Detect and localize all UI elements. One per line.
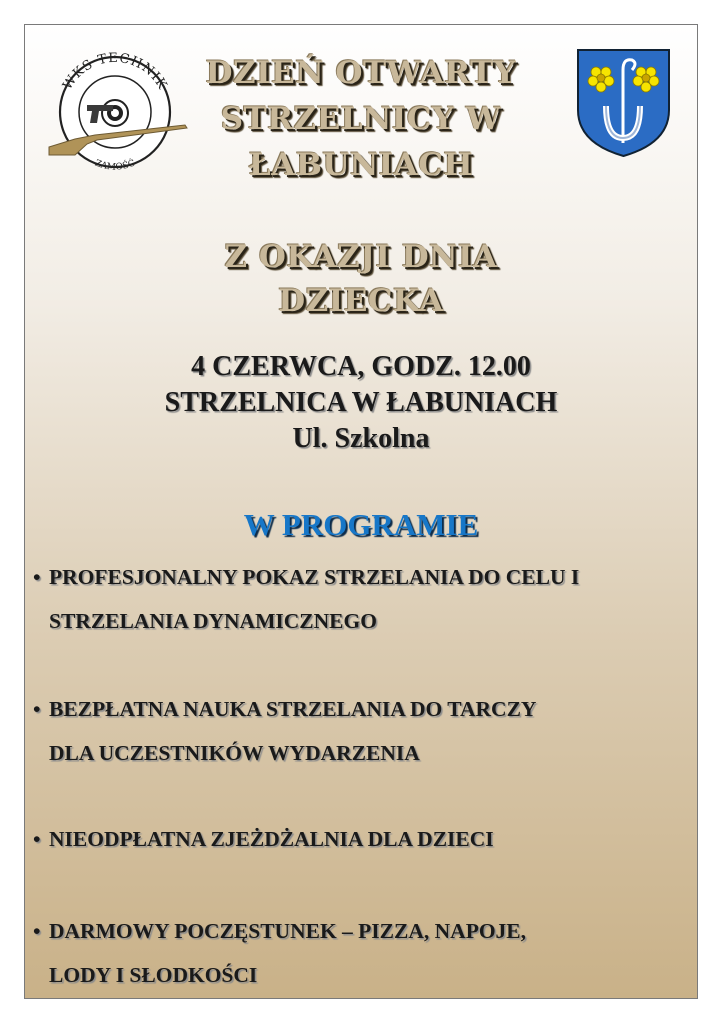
logo-top-text: WKS TECHNIK [60, 50, 170, 93]
bullet-icon: • [33, 919, 41, 943]
program-item-text: BEZPŁATNA NAUKA STRZELANIA DO TARCZY [49, 697, 537, 721]
event-date-time: 4 CZERWCA, GODZ. 12.00 [191, 351, 531, 382]
bullet-icon: • [33, 565, 41, 589]
title-line-2: STRZELNICY W [220, 101, 502, 137]
program-item-text-cont: STRZELANIA DYNAMICZNEGO [49, 609, 377, 633]
occasion-line-2: DZIECKA [278, 283, 444, 319]
program-item-3 [33, 817, 695, 861]
bullet-icon: • [33, 827, 41, 851]
event-street: Ul. Szkolna [292, 423, 430, 454]
program-item-text: PROFESJONALNY POKAZ STRZELANIA DO CELU I [49, 565, 580, 589]
program-item-4 [33, 909, 695, 997]
poster [24, 24, 698, 999]
program-item-1 [33, 555, 695, 643]
title-line-3: ŁABUNIACH [248, 147, 474, 183]
bullet-icon: • [33, 697, 41, 721]
program-heading: W PROGRAMIE [243, 507, 479, 542]
program-item-2 [33, 687, 695, 775]
program-item-text-cont: DLA UCZESTNIKÓW WYDARZENIA [49, 741, 420, 765]
event-venue: STRZELNICA W ŁABUNIACH [164, 387, 558, 418]
logo-bottom-text: ZAMOŚĆ [93, 158, 137, 173]
title-line-1: DZIEŃ OTWARTY [205, 55, 517, 91]
program-item-text: NIEODPŁATNA ZJEŻDŻALNIA DLA DZIECI [49, 827, 494, 851]
program-item-text: DARMOWY POCZĘSTUNEK – PIZZA, NAPOJE, [49, 919, 527, 943]
program-item-text-cont: LODY I SŁODKOŚCI [49, 963, 258, 987]
occasion-line-1: Z OKAZJI DNIA [224, 239, 498, 275]
